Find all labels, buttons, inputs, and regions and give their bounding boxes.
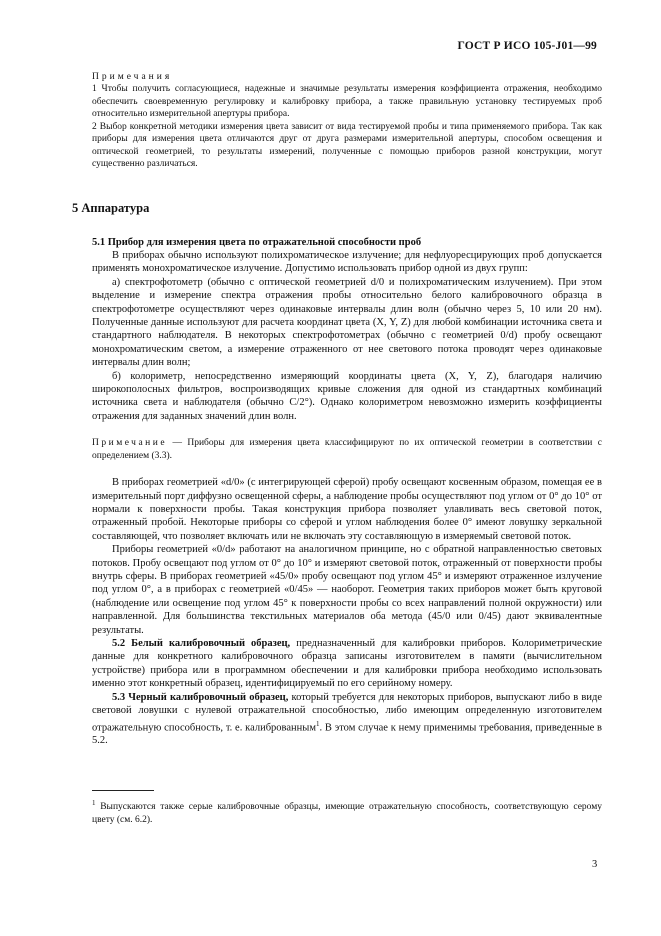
footnote <box>92 797 602 826</box>
note-1: 1 Чтобы получить согласующиеся, надежные и значимые результаты измерения коэффициента отражения, необходимо обеспечить своевременную регулировку и калибровку прибора, а также правильную установку тестируемых проб относительно измерительной апертуры прибора. <box>92 84 602 119</box>
paragraph: В приборах геометрией «d/0» (с интегрирующей сферой) пробу освещают косвенным образом, помещая ее в измерительный порт диффузно освещенной сферы, а наблюдение пробы осуществляют под углом от 0° до 10° от нормали к поверхности пробы. Такая конструкция прибора позволяет улавливать весь световой поток, отраженный пробой. Некоторые приборы со сферой и углом наблюдения более 0° имеют ловушку зеркальной составляющей, что позволяет включать или не включать эту составляющую в измеряемый световой поток. <box>92 477 602 542</box>
inline-note-text: — Приборы для измерения цвета классифицируют по их оптической геометрии в соответствии с определением (3.3). <box>92 438 602 461</box>
subsection-5-3-tail: . В этом случае к нему применимы требования, приведенные в 5.2. <box>92 722 602 747</box>
inline-note <box>92 437 602 462</box>
note-2: 2 Выбор конкретной методики измерения цвета зависит от вида тестируемой пробы и типа применяемого прибора. Так как приборы для измерения цвета отличаются друг от друга размерами измерительной апертуры, способом освещения и оптической геометрией, то результаты измерений, полученные с помощью приборов разной конструкции, могут существенно различаться. <box>92 121 602 169</box>
notes-title: Примечания <box>92 72 173 82</box>
footnote-mark: 1 <box>92 799 96 807</box>
subsection-5-3 <box>92 691 602 748</box>
footnote-divider <box>92 790 154 791</box>
page-number: 3 <box>592 859 598 870</box>
inline-note-label: Примечание <box>92 438 168 449</box>
subsection-5-2-text: предназначенный для калибровки приборов. Колориметрические данные для конкретного калибровочного образца записаны изготовителем в памяти (вычислительном устройстве) прибора или в программном обеспечении и для калибровки прибора необходимо использовать именно этот конкретный образец, идентифицируемый по его серийному номеру. <box>92 638 603 690</box>
document-header: ГОСТ Р ИСО 105-J01—99 <box>457 40 597 52</box>
subsection-5-3-text: который требуется для некоторых приборов, выпускают либо в виде световой ловушки с нулевой отражательной способностью, либо имеющим определенную изготовителем отражательную способность, т. е. калиброванным <box>92 691 602 733</box>
subsection-5-2-heading: 5.2 Белый калибровочный образец, <box>112 638 291 650</box>
paragraph: Приборы геометрией «0/d» работают на аналогичном принципе, но с обратной направленностью световых потоков. Пробу освещают под углом от 0° до 10° и измеряют световой поток, отраженный от поверхности пробы внутрь сферы. В приборах геометрией «45/0» пробу освещают под углом 45° и измеряют отраженное излучение под углом 0°, а в приборах с геометрией «0/45» — наоборот. Геометрия таких приборов может быть круговой (наблюдение или освещение под углом 45° к поверхности пробы со всех направлений полной окружности) или направленной. Для большинства текстильных материалов оба метода (45/0 или 0/45) дают эквивалентные результаты. <box>92 544 602 636</box>
subsection-5-2 <box>92 637 602 691</box>
section-heading: 5 Аппаратура <box>72 200 150 215</box>
page-content <box>72 72 603 748</box>
list-item-a: а) спектрофотометр (обычно с оптической геометрией d/0 и полихроматическим излучением). При этом выделение и измерение спектра отражения пробы относительно белого калибровочного образца в спектрофотометре осуществляют через одинаковые интервалы длин волн (обычно через 5, 10 или 20 нм). Полученные данные используют для расчета координат цвета (X, Y, Z) для любой комбинации источника света и стандартного наблюдателя. В некоторых спектрофотометрах (обычно с геометрией 0/d) пробу освещают монохроматическим светом, а измерение отраженного от нее светового потока проводят через одинаковые интервалы длин волн; <box>92 276 602 369</box>
paragraph: В приборах обычно используют полихроматическое излучение; для нефлуоресцирующих проб допускается применять монохроматическое излучение. Допустимо использовать прибор одной из двух групп: <box>92 249 602 275</box>
list-item-b: б) колориметр, непосредственно измеряющий координаты цвета (X, Y, Z), благодаря наличию широкополосных фильтров, воспроизводящих кривые сложения для одной из стандартных комбинаций источника света и наблюдателя (обычно C/2°). Однако колориметром невозможно измерить коэффициенты отражения для заданных значений длин волн. <box>92 370 602 422</box>
subsection-5-1-heading: 5.1 Прибор для измерения цвета по отражательной способности проб <box>92 236 422 248</box>
footnote-ref: 1 <box>315 719 320 728</box>
subsection-5-3-heading: 5.3 Черный калибровочный образец, <box>112 691 289 703</box>
footnote-text: Выпускаются также серые калибровочные образцы, имеющие отражательную способность, соответствующую серому цвету (см. 6.2). <box>92 802 602 825</box>
